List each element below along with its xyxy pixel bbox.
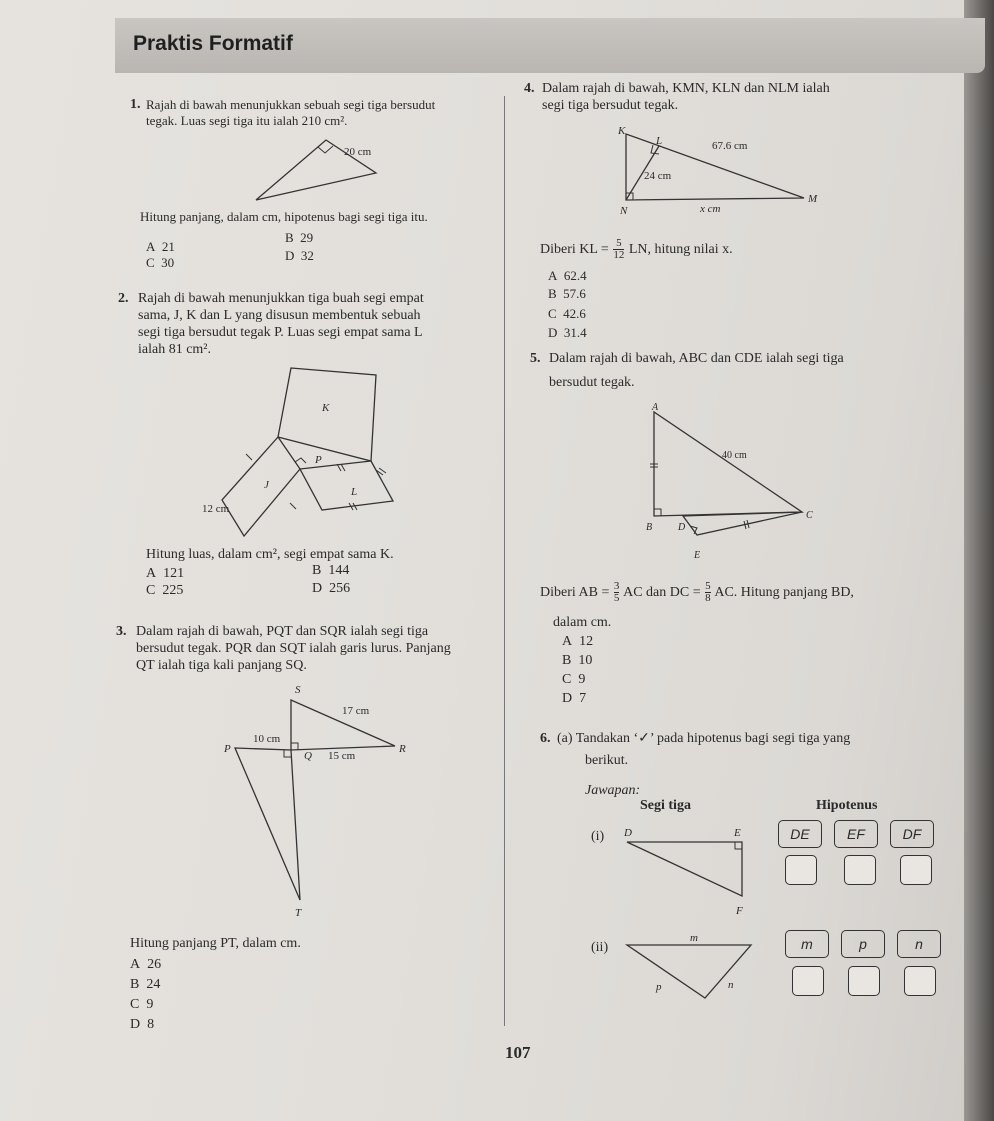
q6-jawapan-label: Jawapan: [585, 783, 641, 798]
q2-option-b[interactable]: B 144 [312, 563, 350, 578]
q5-label-e: E [694, 550, 701, 561]
page-edge-shadow [964, 0, 994, 1121]
q5-number: 5. [530, 351, 541, 366]
q4-number: 4. [524, 81, 535, 96]
q1-option-c[interactable]: C 30 [146, 255, 175, 270]
q1-number: 1. [130, 97, 141, 112]
q3-label-15cm: 15 cm [328, 750, 356, 762]
q4-label-km: 67.6 cm [712, 140, 748, 152]
q5-label-a: A [652, 402, 659, 413]
q3-option-d[interactable]: D 8 [130, 1017, 155, 1032]
q5-option-b[interactable]: B 10 [562, 653, 593, 668]
q5-given-line2: dalam cm. [553, 615, 612, 630]
q6-row2-label-m: m [690, 932, 698, 944]
q4-option-a[interactable]: A 62.4 [548, 268, 587, 283]
q3-label-p: P [224, 743, 231, 755]
q5-given: Diberi AB = $\frac{3}{5}$ AC dan DC = $\frac{5}{8}$ AC. Hitung panjang BD, [540, 580, 854, 605]
q5-triangles-figure [640, 400, 830, 570]
q3-text-line1: Dalam rajah di bawah, PQT dan SQR ialah segi tiga [136, 624, 429, 639]
q4-label-nm: x cm [700, 203, 721, 215]
q2-number: 2. [118, 291, 129, 306]
q2-label-12cm: 12 cm [202, 503, 230, 515]
q4-option-b[interactable]: B 57.6 [548, 286, 586, 301]
q6-column-hipotenus: Hipotenus [816, 798, 878, 813]
q6-number: 6. [540, 731, 551, 746]
q2-label-l: L [351, 486, 358, 498]
q4-triangle-figure [612, 122, 832, 222]
q5-label-d: D [678, 522, 686, 533]
q2-label-p: P [315, 454, 322, 466]
q3-option-a[interactable]: A 26 [130, 957, 162, 972]
q2-text-line1: Rajah di bawah menunjukkan tiga buah segi empat [138, 291, 424, 306]
q4-text-line2: segi tiga bersudut tegak. [542, 98, 679, 113]
q3-label-17cm: 17 cm [342, 705, 370, 717]
q3-option-b[interactable]: B 24 [130, 977, 161, 992]
page-title: Praktis Formatif [133, 32, 293, 55]
q2-option-c[interactable]: C 225 [146, 583, 184, 598]
q6-row1-label-f: F [736, 905, 743, 917]
q6-row1-choice-ef: EF [834, 820, 878, 848]
q3-option-c[interactable]: C 9 [130, 997, 154, 1012]
q6-row1-checkbox-df[interactable] [900, 855, 932, 885]
q3-label-t: T [295, 907, 302, 919]
q6-row1-label-d: D [624, 827, 632, 839]
q2-label-j: J [264, 479, 269, 491]
q1-question: Hitung panjang, dalam cm, hipotenus bagi segi tiga itu. [140, 209, 428, 224]
q5-label-b: B [646, 522, 653, 533]
q2-squares-figure [200, 355, 400, 545]
q2-text-line2: sama, J, K dan L yang disusun membentuk sebuah [138, 308, 421, 323]
q3-number: 3. [116, 624, 127, 639]
q6-row1-choice-de: DE [778, 820, 822, 848]
q4-option-d[interactable]: D 31.4 [548, 325, 587, 340]
q2-text-line4: ialah 81 cm². [138, 342, 212, 357]
q6-row2-checkbox-n[interactable] [904, 966, 936, 996]
page-number: 107 [505, 1043, 531, 1062]
q1-option-d[interactable]: D 32 [285, 248, 314, 263]
q1-label-20cm: 20 cm [344, 146, 372, 158]
q4-label-m: M [808, 193, 818, 205]
q5-option-c[interactable]: C 9 [562, 672, 586, 687]
q4-given: Diberi KL = $\frac{5}{12}$ LN, hitung nilai x. [540, 237, 733, 262]
q4-label-l: L [656, 135, 663, 147]
q4-text-line1: Dalam rajah di bawah, KMN, KLN dan NLM ialah [542, 81, 830, 96]
q6-text-line1: (a) Tandakan ‘✓’ pada hipotenus bagi segi tiga yang [557, 731, 851, 746]
q3-label-s: S [295, 684, 301, 696]
q1-option-a[interactable]: A 21 [146, 239, 175, 254]
q3-question: Hitung panjang PT, dalam cm. [130, 936, 301, 951]
q6-row2-label-n: n [728, 979, 734, 991]
q2-option-d[interactable]: D 256 [312, 581, 351, 596]
q3-label-r: R [399, 743, 406, 755]
q4-option-c[interactable]: C 42.6 [548, 306, 586, 321]
column-divider [504, 96, 505, 1026]
q6-row1-triangle [610, 820, 760, 920]
q6-row1-checkbox-de[interactable] [785, 855, 817, 885]
q1-option-b[interactable]: B 29 [285, 230, 314, 245]
q6-row2-number: (ii) [591, 940, 609, 955]
q5-label-40cm: 40 cm [722, 450, 747, 461]
q3-label-10cm: 10 cm [253, 733, 281, 745]
q5-text-line2: bersudut tegak. [549, 375, 635, 390]
q6-row1-number: (i) [591, 829, 605, 844]
q6-row2-choice-p: p [841, 930, 885, 958]
q6-row2-checkbox-p[interactable] [848, 966, 880, 996]
q6-row1-label-e: E [734, 827, 741, 839]
q2-label-k: K [322, 402, 330, 414]
q2-option-a[interactable]: A 121 [146, 566, 185, 581]
q6-column-segi-tiga: Segi tiga [640, 798, 691, 813]
q3-text-line3: QT ialah tiga kali panjang SQ. [136, 658, 307, 673]
q5-option-d[interactable]: D 7 [562, 691, 587, 706]
q6-row2-label-p: p [656, 981, 662, 993]
q6-row2-triangle [610, 930, 760, 1010]
q1-triangle-figure [250, 138, 390, 208]
q6-row2-checkbox-m[interactable] [792, 966, 824, 996]
q1-text-line2: tegak. Luas segi tiga itu ialah 210 cm². [146, 113, 348, 128]
q1-text-line1: Rajah di bawah menunjukkan sebuah segi tiga bersudut [146, 97, 436, 112]
q6-row1-checkbox-ef[interactable] [844, 855, 876, 885]
q4-label-kn: 24 cm [644, 170, 672, 182]
q2-question: Hitung luas, dalam cm², segi empat sama K. [146, 547, 394, 562]
q2-text-line3: segi tiga bersudut tegak P. Luas segi empat sama L [138, 325, 423, 340]
q5-text-line1: Dalam rajah di bawah, ABC dan CDE ialah segi tiga [549, 351, 844, 366]
q6-row2-choice-n: n [897, 930, 941, 958]
q5-option-a[interactable]: A 12 [562, 634, 594, 649]
q4-label-k: K [618, 125, 626, 137]
q6-row2-choice-m: m [785, 930, 829, 958]
q3-text-line2: bersudut tegak. PQR dan SQT ialah garis lurus. Panjang [136, 641, 451, 656]
q6-row1-choice-df: DF [890, 820, 934, 848]
q5-label-c: C [806, 510, 813, 521]
q3-triangles-figure [220, 680, 420, 920]
q3-label-q: Q [304, 750, 312, 762]
q4-label-n: N [620, 205, 628, 217]
q6-text-line2: berikut. [585, 753, 629, 768]
